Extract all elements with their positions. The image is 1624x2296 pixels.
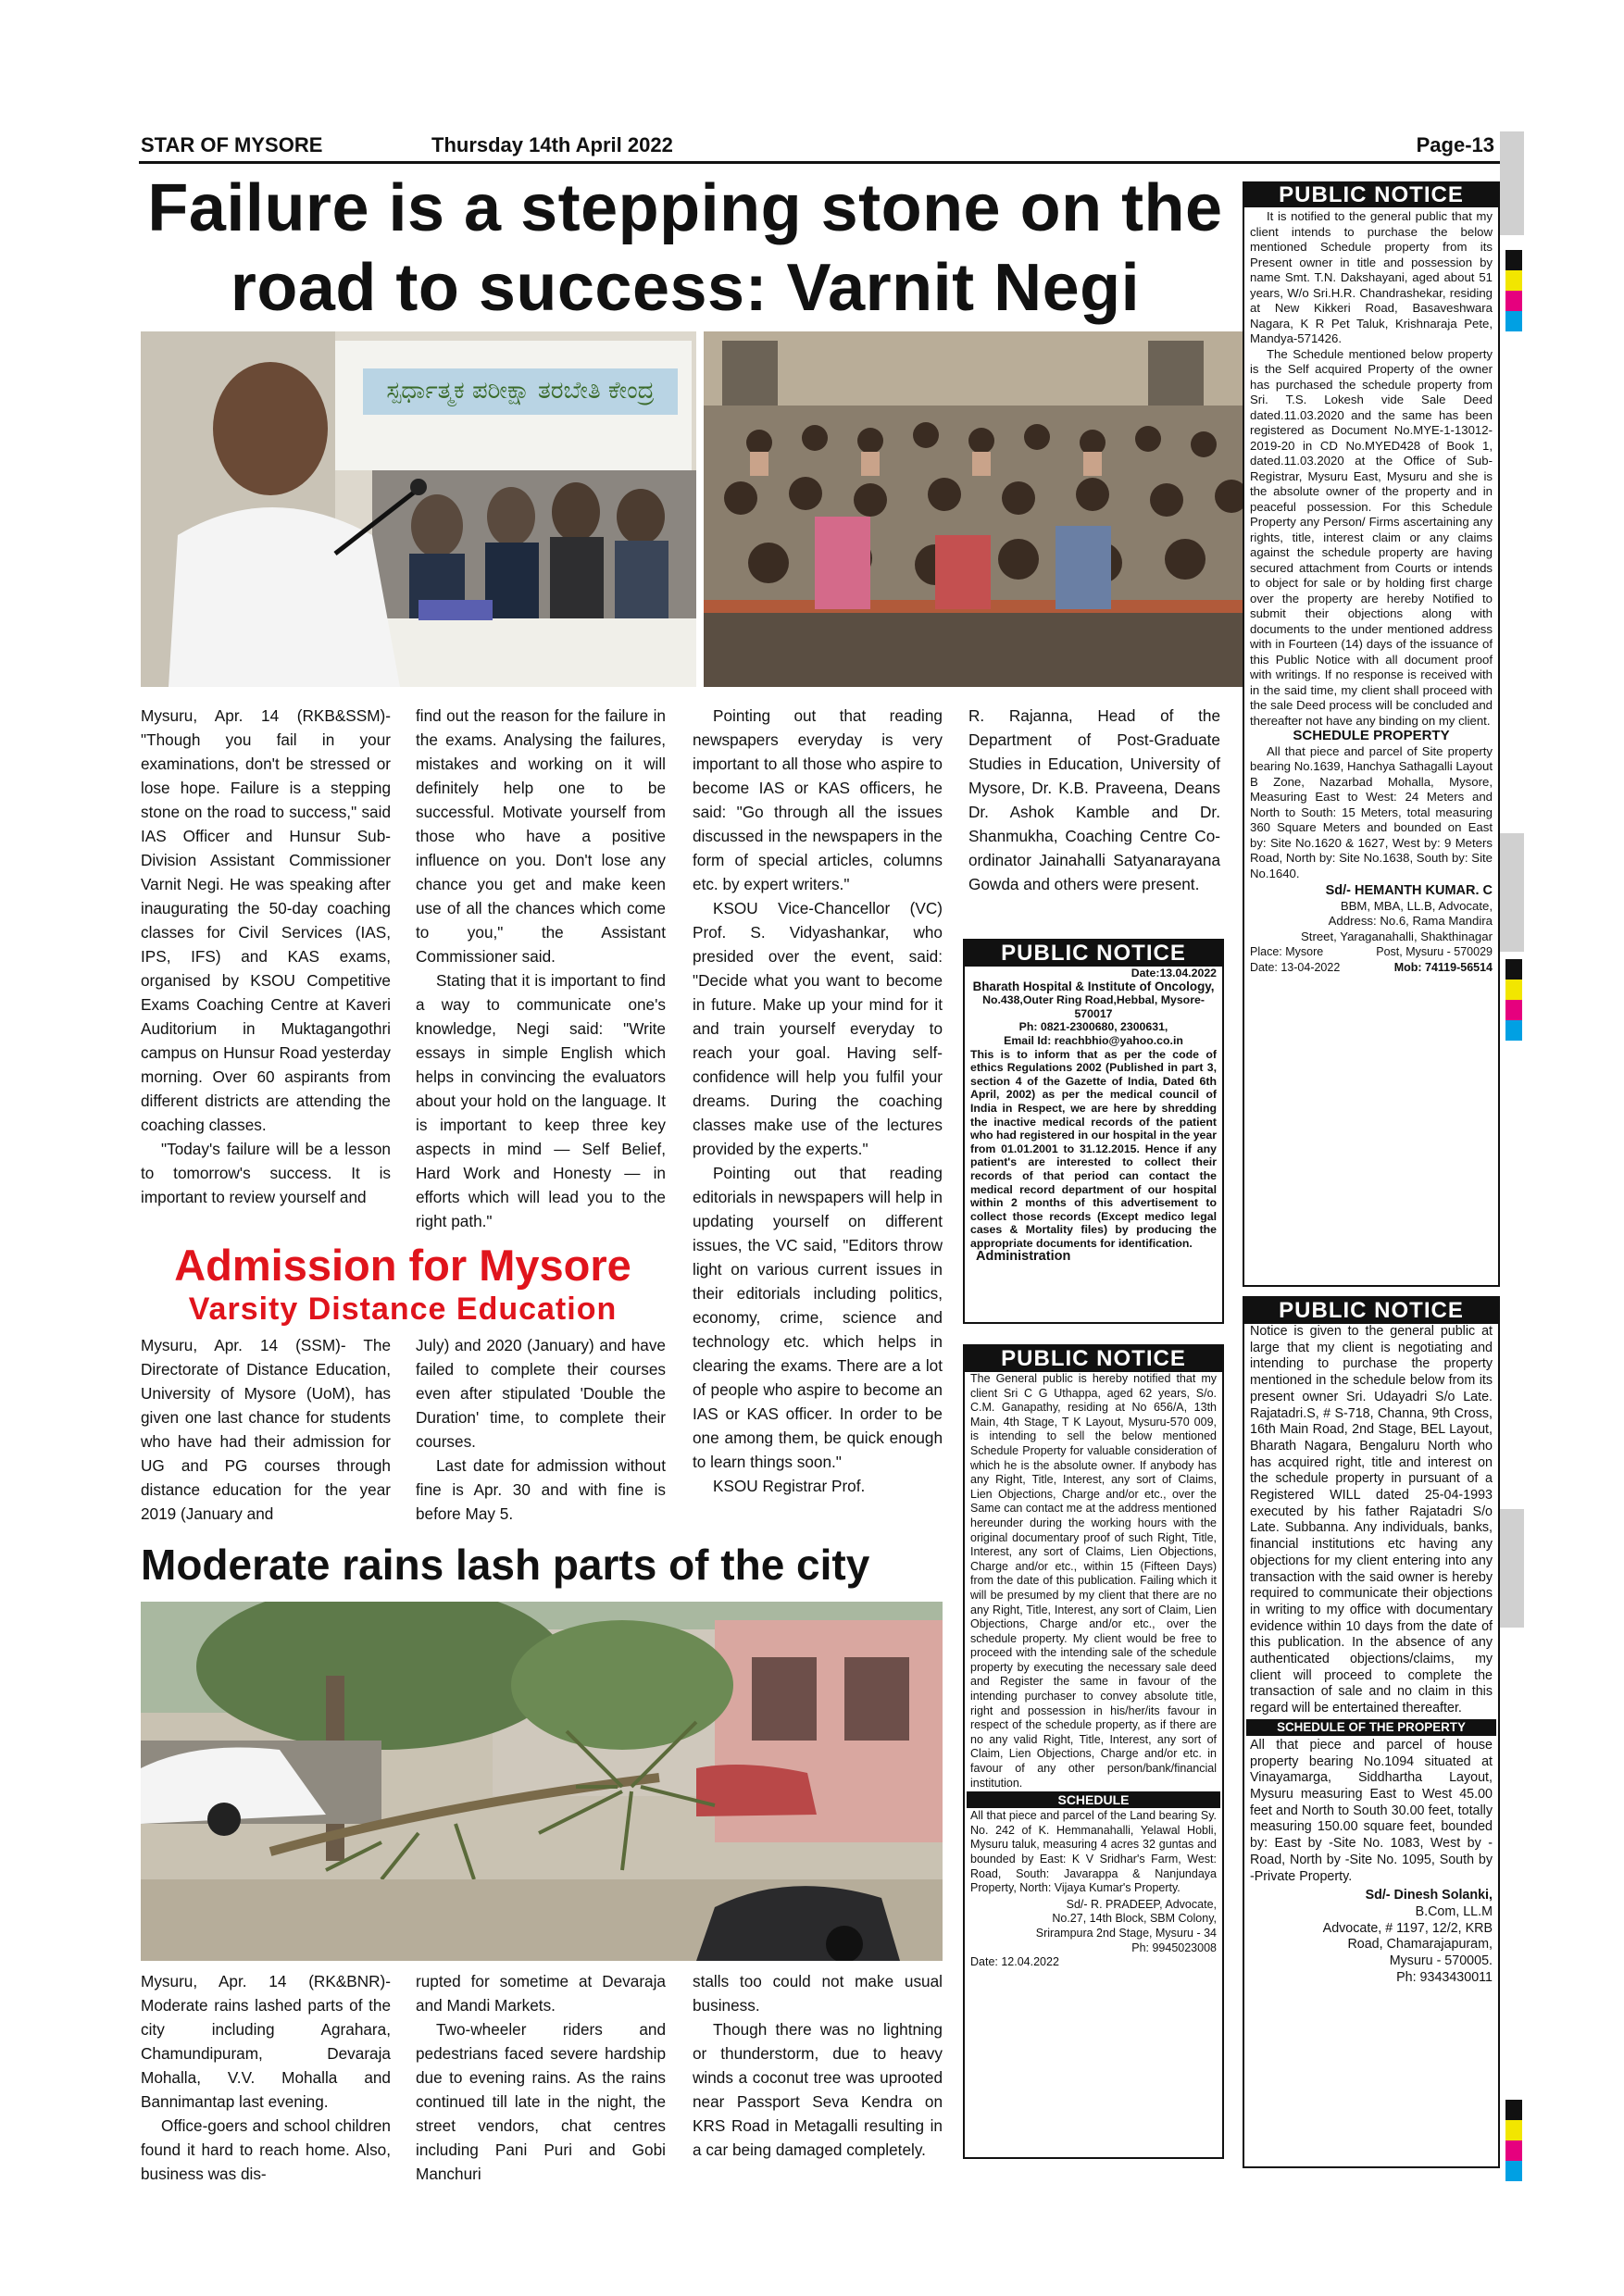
registration-mark: [1505, 1000, 1522, 1020]
story2-column-1: [141, 1333, 391, 1526]
schedule-heading: SCHEDULE PROPERTY: [1293, 728, 1450, 743]
mobile: Mob: 74119-56514: [1393, 960, 1493, 974]
story3-column-3: [693, 1969, 943, 2162]
story1-para: Stating that it is important to find a way to communicate one's knowledge, Negi said: "Write essays in simple English which helps in convincing the evaluators about your hold on the language. It is important to keep three key aspects in mind — Self Belief, Hard Work and Honesty — in efforts which will lead you to the right path.": [416, 971, 666, 1230]
page-number: Page-13: [1416, 133, 1494, 156]
notice-heading: PUBLIC NOTICE: [1244, 183, 1498, 207]
photo-audience: [704, 331, 1246, 687]
notice-para: Notice is given to the general public at large that my client is negotiating and intending to purchase the property mentioned in the schedule below from its present owner Sri. Udayadri S/o Late. Rajatadri.S, # S-718, Channa, 9th Cross, 16th Main Road, 2nd Stage, BEL Layout, Bharath Nagara, Bengaluru North who has acquired right, title and interest on the schedule property in pursuant of a Registered WILL dated 25-04-1993 executed by his father Rajatadri S/o Late. Subbanna. Any individuals, banks, financial institutions etc having any objections for my client entering into any transaction with the said owner is hereby required to communicate their objections in writing to my office with documentary evidence within 10 days from the date of this publication. In the absence of any authenticated objections/claims, my client will proceed to complete the transaction of sale and no claim in this regard will be entertained thereafter.: [1250, 1324, 1493, 1716]
photo-speaker: [141, 331, 696, 687]
story3-column-2: [416, 1969, 666, 2186]
registration-mark: [1505, 2120, 1522, 2140]
public-notice-hospital: [963, 939, 1224, 1324]
notice-body: [965, 967, 1222, 1264]
speaker-photo-illustration: [141, 331, 696, 687]
place-row: [1250, 944, 1493, 960]
schedule-text: All that piece and parcel of the Land bearing Sy. No. 242 of K. Hemmanahalli, Yelawal Hobli, Mysuru taluk, measuring 4 acres 32 guntas and bounded by East: K V Sridhar's Farm, West: Road, South: Javarappa & Nanjundaya Property, North: Vijaya Kumar's Property.: [970, 1809, 1217, 1895]
fallen-tree-illustration: [141, 1602, 943, 1961]
schedule-text: All that piece and parcel of house property bearing No.1094 situated at Vinayamarga, Siddhartha Layout, Mysuru measuring East to West 45.00 feet and North to South 30.00 feet, totally measuring 150.00 square feet, bounded by: East by -Site No. 1083, West by - Road, North by -Site No. 1095, South by -Private Property.: [1250, 1737, 1493, 1884]
story1-column-2: [416, 704, 666, 1233]
hospital-email: Email Id: reachbhio@yahoo.co.in: [1004, 1033, 1183, 1047]
date: Date: 13-04-2022: [1250, 960, 1341, 974]
registration-mark: [1505, 2100, 1522, 2120]
notice-para: This is to inform that as per the code of ethics Regulations 2002 (Published in part 3, section 4 of the Gazette of India, Dated 6th April, 2002) as per the medical council of India in Respect, we are here by shredding the inactive medical records of the patient who had registered in our hospital in the year from 01.01.2001 to 31.12.2015. Hence if any patient's are interested to collect their records of that period can contact the medical record department of our hospital within 2 months of this advertisement to collect those records (Except medico legal cases & Mortality files) by producing the appropriate documents for identification.: [970, 1047, 1217, 1250]
notice-body: [965, 1372, 1222, 1970]
story1-para: KSOU Vice-Chancellor (VC) Prof. S. Vidyashankar, who presided over the event, said: "Decide what you want to become in future. Make up your mind for it and train yourself everyday to reach your goal. Having self-confidence will help you fulfil your dreams. During the coaching classes make use of the lectures provided by the experts.": [693, 899, 943, 1158]
story2-column-2: [416, 1333, 666, 1526]
story3-para: rupted for sometime at Devaraja and Mandi Markets.: [416, 1972, 666, 2015]
signature-quals: B.Com, LL.M: [1415, 1903, 1493, 1919]
notice-heading: PUBLIC NOTICE: [965, 1346, 1222, 1372]
signature-quals: BBM, MBA, LL.B, Advocate,: [1340, 898, 1493, 913]
notice-date: Date:13.04.2022: [1131, 967, 1217, 980]
story3-para: Office-goers and school children found it hard to reach home. Also, business was dis-: [141, 2116, 391, 2183]
notice-body: [1244, 1324, 1498, 1986]
signature-address: Srirampura 2nd Stage, Mysuru - 34: [1035, 1926, 1217, 1940]
public-notice-dakshayani: [1243, 181, 1500, 1287]
schedule-text: All that piece and parcel of Site property bearing No.1639, Hanchya Sathagalli Layout B Zone, Nazarbad Mohalla, Mysore, Measuring East to West: 24 Meters and North to South: 15 Meters, total measuring 360 Square Meters and bounded on East by: Site No.1620 & 1627, West by: 9 Meters Road, North by: Site No.1638, South by: Site No.1640.: [1250, 743, 1493, 880]
story1-para: "Today's failure will be a lesson to tomorrow's success. It is important to review yourself and: [141, 1140, 391, 1206]
admission-subtitle: Varsity Distance Education: [188, 1292, 618, 1327]
registration-mark: [1505, 959, 1522, 980]
signature-address: Advocate, # 1197, 12/2, KRB: [1322, 1920, 1493, 1936]
story1-para: Mysuru, Apr. 14 (RKB&SSM)- "Though you fail in your examinations, don't be stressed or lose hope. Failure is a stepping stone on the road to success," said IAS Officer and Hunsur Sub-Division Assistant Commissioner Varnit Negi. He was speaking after inaugurating the 50-day coaching classes for Civil Services (IAS, IPS, IFS) and KAS exams, organised by KSOU Competitive Exams Coaching Centre at Kaveri Auditorium in Muktagangothri campus on Hunsur Road yesterday morning. Over 60 aspirants from different districts are attending the coaching classes.: [141, 706, 391, 1134]
signature: Sd/- HEMANTH KUMAR. C: [1325, 883, 1493, 898]
notice-body: [1244, 207, 1498, 975]
story1-para: Pointing out that reading newspapers everyday is very important to all those who aspire to become IAS or KAS officers, he said: "Go through all the issues discussed in the newspapers in the form of special articles, columns etc. by expert writers.": [693, 706, 943, 893]
public-notice-uthappa: [963, 1344, 1224, 2159]
story2-para: July) and 2020 (January) and have failed to complete their courses even after stipulated 'Double the Duration' time, to complete their courses.: [416, 1336, 666, 1451]
story1-para: Pointing out that reading editorials in newspapers will help in updating yourself on different issues, the VC said, "Editors throw light on various current issues in their editorials including politics, economy, crime, science and technology etc. which helps in clearing the exams. There are a lot of people who aspire to become an IAS or KAS officer. In order to be one among them, be quick enough to learn things soon.": [693, 1164, 943, 1471]
headline-line: road to success: Varnit Negi: [230, 251, 1141, 325]
notice-para: The General public is hereby notified that my client Sri C G Uthappa, aged 62 years, S/o. C.M. Ganapathy, residing at No 656/A, 13th Main, 4th Stage, T K Layout, Mysuru-570 009, is intending to sell the below mentioned Schedule Property for valuable consideration of which he is the absolute owner. If anybody has any Right, Title, Interest, any sort of Claims, Lien Objections, Charge and/or etc., over the Same can contact me at the address mentioned hereunder during the working hours with the original documentary proof of such Right, Title, Interest, any sort of Claims, Lien Objections, Charge and/or etc., within 15 (Fifteen Days) from the date of this publication. Failing which it will be presumed by my client that there are no any Right, Title, Interest, any sort of Claim, Lien Objections, Charge and/or etc., over the schedule property. My client would be free to proceed with the intending sale of the schedule property by executing the necessary sale deed and Register the same in favour of the intending purchaser to convey absolute title, right and possession in his/her/its favour in respect of the schedule property, as if there are no any valid Right, Title, Interest, any sort of Claim, Lien Objections, Charge and/or etc. in favour of any other person/bank/financial institution.: [970, 1372, 1217, 1790]
story1-column-4: [968, 704, 1220, 896]
story1-column-1: [141, 704, 391, 1209]
schedule-heading: SCHEDULE: [967, 1791, 1220, 1808]
story3-para: Mysuru, Apr. 14 (RK&BNR)- Moderate rains lashed parts of the city including Agrahara, Chamundipuram, Devaraja Mohalla, V.V. Mohalla and Bannimantap last evening.: [141, 1972, 391, 2111]
headline-varnit-negi: [139, 168, 1231, 328]
story1-para: KSOU Registrar Prof.: [713, 1477, 866, 1495]
signature-address: Street, Yaraganahalli, Shakthinagar: [1301, 929, 1493, 943]
story3-para: stalls too could not make usual business.: [693, 1972, 943, 2015]
hospital-name: Bharath Hospital & Institute of Oncology,: [972, 979, 1215, 993]
admission-headline: [141, 1241, 665, 1328]
photo-fallen-tree: [141, 1602, 943, 1961]
signature-address: Address: No.6, Rama Mandira: [1328, 914, 1493, 928]
registration-mark: [1505, 250, 1522, 270]
story2-para: Mysuru, Apr. 14 (SSM)- The Directorate of Distance Education, University of Mysore (UoM), has given one last chance for students who have had their admission for UG and PG courses through distance education for the year 2019 (January and: [141, 1336, 391, 1523]
registration-mark: [1505, 2140, 1522, 2161]
paper-name: STAR OF MYSORE: [141, 133, 323, 156]
signature-address: Mysuru - 570005.: [1389, 1953, 1493, 1969]
public-notice-udayadri: [1243, 1296, 1500, 2168]
story3-column-1: [141, 1969, 391, 2186]
registration-mark: [1505, 311, 1522, 331]
story1-para: R. Rajanna, Head of the Department of Post-Graduate Studies in Education, University of Mysore, Dr. K.B. Praveena, Deans Dr. Ashok Kamble and Dr. Shanmukha, Coaching Centre Co-ordinator Jainahalli Satyanarayana Gowda and others were present.: [968, 706, 1220, 893]
story3-para: Though there was no lightning or thunderstorm, due to heavy winds a coconut tree was uprooted near Passport Seva Kendra on KRS Road in Metagalli resulting in a car being damaged completely.: [693, 2020, 943, 2159]
notice-heading: PUBLIC NOTICE: [965, 941, 1222, 967]
schedule-heading: SCHEDULE OF THE PROPERTY: [1246, 1719, 1496, 1736]
notice-para: It is notified to the general public that my client intends to purchase the below mentioned Schedule property from its Present owner in title and possession by name Smt. T.N. Dakshayani, aged about 51 years, W/o Sri.H.R. Chandrashekar, residing at New Kikkeri Road, Basaveshwara Nagara, K R Pet Taluk, Krishnaraja Pete, Mandya-571426.: [1250, 209, 1493, 345]
registration-mark: [1505, 270, 1522, 291]
registration-mark: [1505, 980, 1522, 1000]
story1-para: find out the reason for the failure in the exams. Analysing the failures, mistakes and working on it will definitely help one to be successful. Motivate yourself from those who have a positive influence on you. Don't lose any chance you get and make keen use of all the chances which come to you," the Assistant Commissioner said.: [416, 706, 666, 966]
issue-date: Thursday 14th April 2022: [431, 133, 673, 156]
banner-text: ಸ್ಪರ್ಧಾತ್ಮಕ ಪರೀಕ್ಷಾ ತರಬೇತಿ ಕೇಂದ್ರ: [386, 377, 655, 405]
audience-photo-illustration: [704, 331, 1246, 687]
hospital-phone: Ph: 0821-2300680, 2300631,: [1018, 1020, 1168, 1034]
story2-para: Last date for admission without fine is Apr. 30 and with fine is before May 5.: [416, 1456, 666, 1523]
registration-mark: [1505, 2161, 1522, 2181]
margin-bar: [1500, 833, 1524, 952]
notice-heading: PUBLIC NOTICE: [1244, 1298, 1498, 1324]
signature-phone: Ph: 9343430011: [1396, 1969, 1493, 1985]
notice-para: The Schedule mentioned below property is the Self acquired Property of the owner has purchased the schedule property from Sri. T.S. Lokesh vide Sale Deed dated.11.03.2020 and the same has been registered as Document No.MYE-1-13012-2019-20 in CD No.MYED428 of Book 1, dated.11.03.2020 at the Office of Sub-Registrar, Mysuru East, Mysuru and she is the absolute owner of the property and in peaceful possession. For this Schedule Property any Person/ Firms ascertaining any rights, title, interest claim or any claims against the schedule property are having secured attachment from Courts or intends to object for sale or by holding first charge over the property are hereby Notified to submit their objections along with documents to the under mentioned address with in Fourteen (14) days of the issuance of this Public Notice with all document proof with writings. If no response is received with in the said time, my client shall proceed with the sale Deed process will be concluded and thereafter not have any binding on my client.: [1250, 346, 1493, 728]
signature: Administration: [976, 1249, 1071, 1265]
signature: Sd/- R. PRADEEP, Advocate,: [1066, 1897, 1217, 1911]
admission-title: Admission for Mysore: [174, 1241, 631, 1290]
story1-column-3: [693, 704, 943, 1498]
registration-mark: [1505, 1020, 1522, 1041]
signature: Sd/- Dinesh Solanki,: [1365, 1888, 1493, 1903]
margin-bar: [1500, 131, 1524, 235]
signature-address: No.27, 14th Block, SBM Colony,: [1052, 1912, 1217, 1926]
place: Place: Mysore: [1250, 945, 1324, 958]
rains-headline: Moderate rains lash parts of the city: [141, 1541, 870, 1589]
hospital-address: No.438,Outer Ring Road,Hebbal, Mysore-570017: [982, 993, 1205, 1020]
headline-line: Failure is a stepping stone on the: [147, 171, 1223, 245]
story3-para: Two-wheeler riders and pedestrians faced severe hardship due to evening rains. As the rains continued till late in the night, the street vendors, chat centres including Pani Puri and Gobi Manchuri: [416, 2020, 666, 2183]
post: Post, Mysuru - 570029: [1376, 945, 1493, 958]
signature-address: Road, Chamarajapuram,: [1347, 1937, 1493, 1953]
registration-mark: [1505, 291, 1522, 311]
notice-date: Date: 12.04.2022: [970, 1955, 1059, 1969]
signature-phone: Ph: 9945023008: [1131, 1940, 1217, 1954]
masthead: [139, 131, 1502, 164]
margin-bar: [1500, 1509, 1524, 1628]
date-row: [1250, 960, 1493, 976]
